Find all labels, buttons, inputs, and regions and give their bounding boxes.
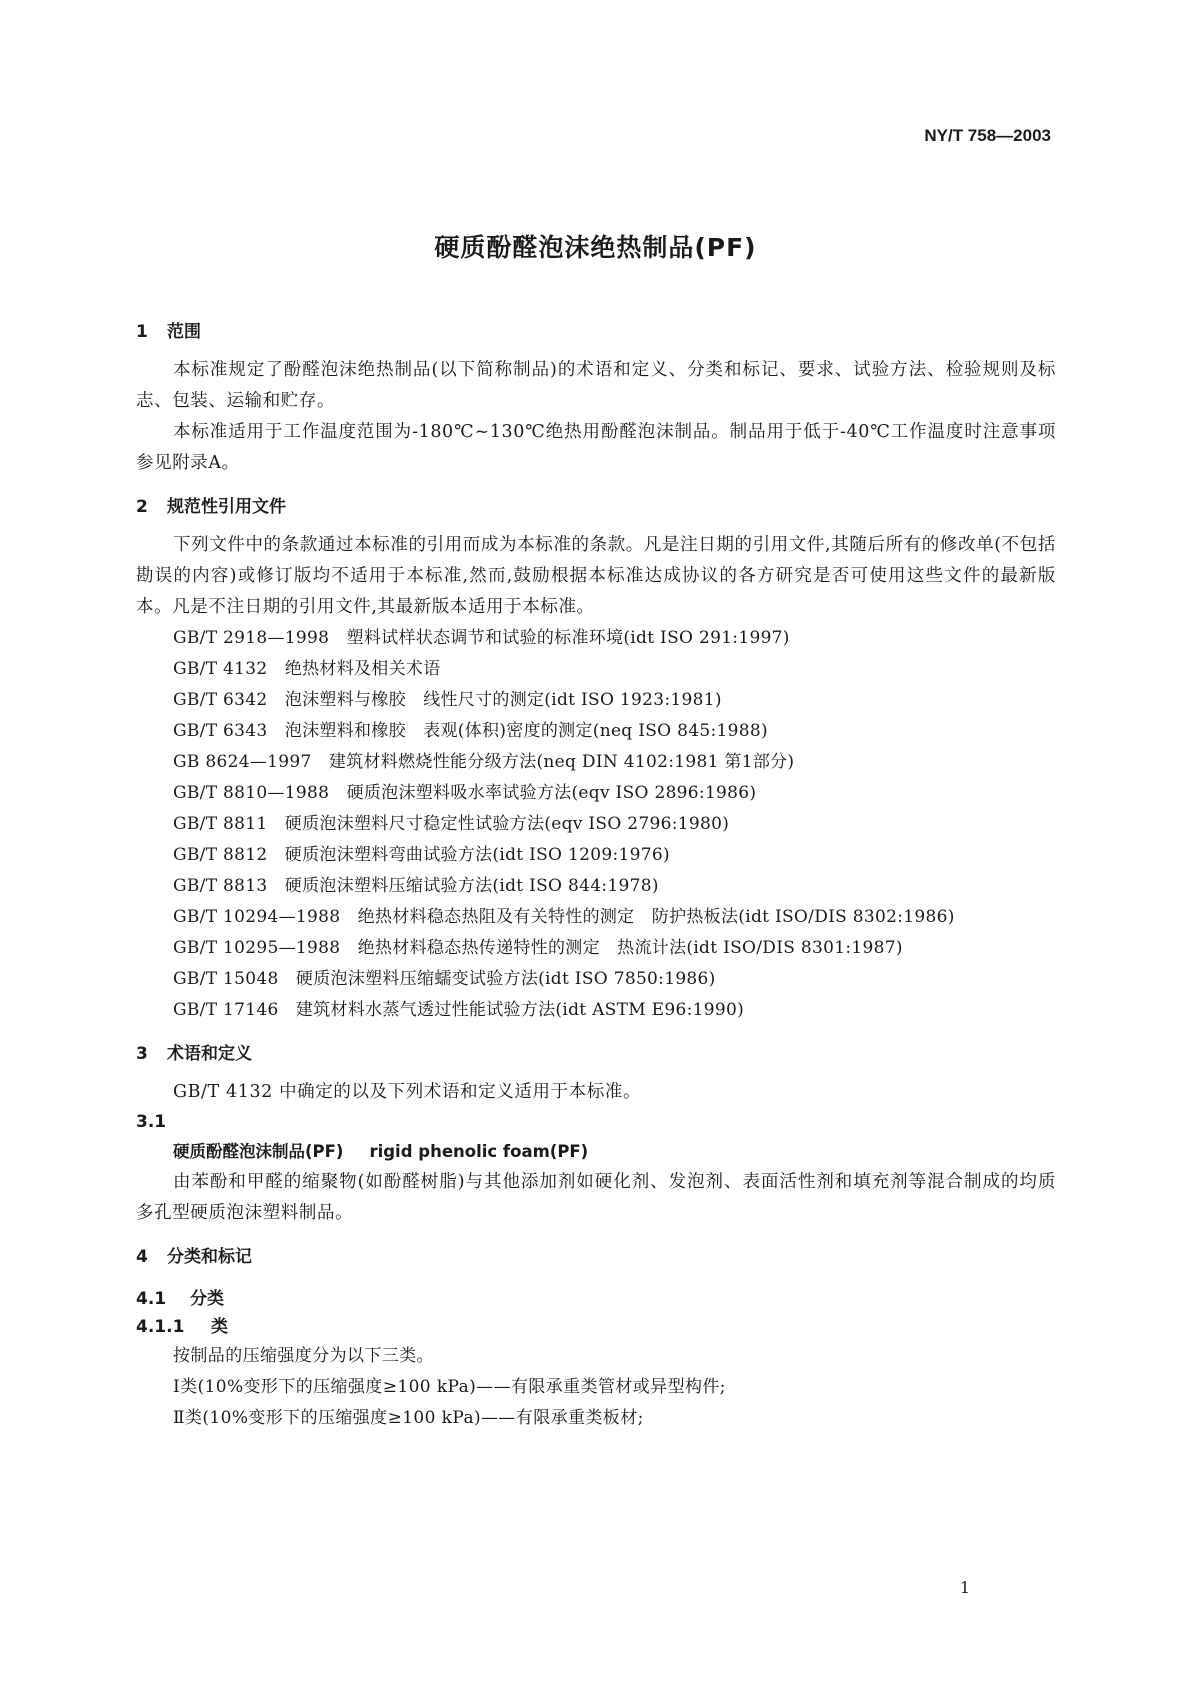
standard-number: NY/T 758—2003 bbox=[924, 126, 1051, 145]
section-title: 规范性引用文件 bbox=[167, 497, 286, 517]
section-number: 4.1.1 bbox=[136, 1317, 185, 1337]
section-title: 范围 bbox=[167, 322, 201, 342]
reference-item: GB/T 6342 泡沫塑料与橡胶 线性尺寸的测定(idt ISO 1923:1981) bbox=[173, 690, 722, 710]
reference-item: GB/T 17146 建筑材料水蒸气透过性能试验方法(idt ASTM E96:1990) bbox=[173, 1000, 745, 1020]
document-title: 硬质酚醛泡沫绝热制品(PF) bbox=[434, 233, 757, 262]
section-4-heading bbox=[136, 1243, 1056, 1271]
paragraph: 本标准适用于工作温度范围为-180℃~130℃绝热用酚醛泡沫制品。制品用于低于-40℃工作温度时注意事项参见附录A。 bbox=[136, 422, 1056, 473]
page-number: 1 bbox=[959, 1578, 970, 1597]
term-entry bbox=[136, 1136, 1056, 1167]
list-item: Ⅱ类(10%变形下的压缩强度≥100 kPa)——有限承重类板材; bbox=[173, 1408, 644, 1428]
section-number: 4.1 bbox=[136, 1289, 167, 1309]
reference-item: GB/T 2918—1998 塑料试样状态调节和试验的标准环境(idt ISO 291:1997) bbox=[173, 628, 790, 648]
paragraph: 下列文件中的条款通过本标准的引用而成为本标准的条款。凡是注日期的引用文件,其随后所有的修改单(不包括勘误的内容)或修订版均不适用于本标准,然而,鼓励根据本标准达成协议的各方研究是否可使用这些文件的最新版本。凡是不注日期的引用文件,其最新版本适用于本标准。 bbox=[136, 535, 1056, 617]
reference-item: GB/T 8811 硬质泡沫塑料尺寸稳定性试验方法(eqv ISO 2796:1980) bbox=[173, 814, 730, 834]
paragraph: GB/T 4132 中确定的以及下列术语和定义适用于本标准。 bbox=[173, 1082, 642, 1102]
section-4-1-heading bbox=[136, 1285, 1056, 1313]
reference-item: GB/T 10295—1988 绝热材料稳态热传递特性的测定 热流计法(idt ISO/DIS 8301:1987) bbox=[173, 938, 903, 958]
reference-item: GB/T 10294—1988 绝热材料稳态热阻及有关特性的测定 防护热板法(idt ISO/DIS 8302:1986) bbox=[173, 907, 955, 927]
section-title: 分类和标记 bbox=[167, 1247, 252, 1267]
section-number: 1 bbox=[136, 322, 148, 342]
term-chinese: 硬质酚醛泡沫制品(PF) bbox=[173, 1142, 344, 1161]
term-definition: 由苯酚和甲醛的缩聚物(如酚醛树脂)与其他添加剂如硬化剂、发泡剂、表面活性剂和填充剂等混合制成的均质多孔型硬质泡沫塑料制品。 bbox=[136, 1172, 1056, 1223]
subsection-number: 3.1 bbox=[136, 1112, 167, 1132]
document-body bbox=[136, 318, 1056, 1434]
section-title: 术语和定义 bbox=[167, 1044, 252, 1064]
paragraph: 本标准规定了酚醛泡沫绝热制品(以下简称制品)的术语和定义、分类和标记、要求、试验方法、检验规则及标志、包装、运输和贮存。 bbox=[136, 360, 1056, 411]
paragraph: 按制品的压缩强度分为以下三类。 bbox=[173, 1346, 434, 1366]
section-number: 2 bbox=[136, 497, 148, 517]
reference-item: GB/T 15048 硬质泡沫塑料压缩蠕变试验方法(idt ISO 7850:1986) bbox=[173, 969, 716, 989]
section-number: 4 bbox=[136, 1247, 148, 1267]
reference-item: GB 8624—1997 建筑材料燃烧性能分级方法(neq DIN 4102:1981 第1部分) bbox=[173, 752, 795, 772]
section-1-heading bbox=[136, 318, 1056, 346]
term-english: rigid phenolic foam(PF) bbox=[369, 1142, 589, 1161]
section-3-heading bbox=[136, 1040, 1056, 1068]
section-number: 3 bbox=[136, 1044, 148, 1064]
reference-item: GB/T 8813 硬质泡沫塑料压缩试验方法(idt ISO 844:1978) bbox=[173, 876, 659, 896]
section-title: 分类 bbox=[190, 1289, 224, 1309]
reference-item: GB/T 6343 泡沫塑料和橡胶 表观(体积)密度的测定(neq ISO 845:1988) bbox=[173, 721, 768, 741]
list-item: Ⅰ类(10%变形下的压缩强度≥100 kPa)——有限承重类管材或异型构件; bbox=[173, 1377, 726, 1397]
section-2-heading bbox=[136, 493, 1056, 521]
section-title: 类 bbox=[211, 1317, 228, 1337]
reference-item: GB/T 4132 绝热材料及相关术语 bbox=[173, 659, 441, 679]
reference-item: GB/T 8812 硬质泡沫塑料弯曲试验方法(idt ISO 1209:1976) bbox=[173, 845, 670, 865]
reference-item: GB/T 8810—1988 硬质泡沫塑料吸水率试验方法(eqv ISO 2896:1986) bbox=[173, 783, 757, 803]
section-4-1-1-heading bbox=[136, 1313, 1056, 1341]
